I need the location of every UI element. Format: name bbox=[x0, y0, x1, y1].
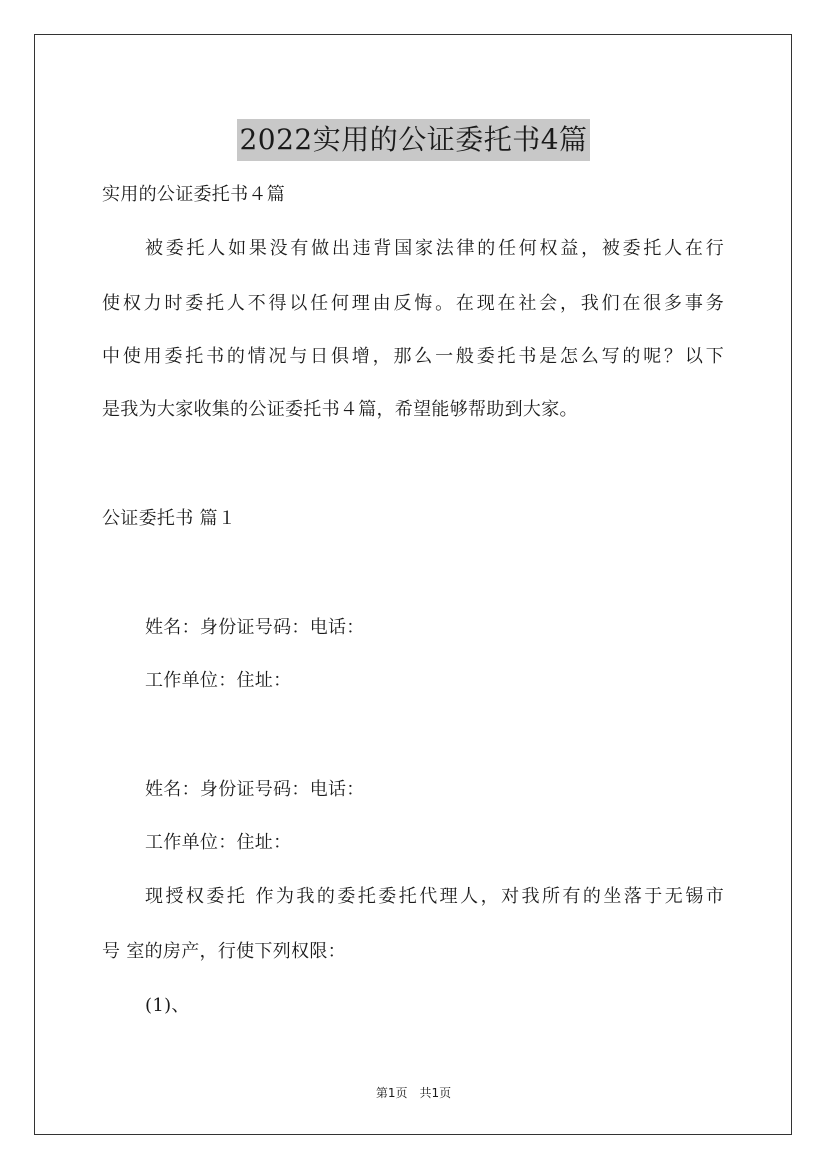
document-subtitle: 实用的公证委托书４篇 bbox=[102, 184, 285, 205]
party2-identity-line: 姓名：身份证号码：电话： bbox=[145, 779, 365, 800]
title-container bbox=[0, 100, 827, 180]
intro-line-3: 中使用委托书的情况与日俱增，那么一般委托书是怎么写的呢？以下 bbox=[102, 346, 724, 367]
document-title: 2022实用的公证委托书4篇 bbox=[237, 119, 589, 161]
page-total-label: 共1页 bbox=[419, 1086, 452, 1100]
authorization-line-2: 号 室的房产，行使下列权限： bbox=[102, 941, 346, 962]
authorization-line-1: 现授权委托 作为我的委托委托代理人，对我所有的坐落于无锡市 bbox=[145, 886, 724, 907]
party1-identity-line: 姓名：身份证号码：电话： bbox=[145, 617, 365, 638]
list-item-1: (1)、 bbox=[145, 995, 190, 1016]
intro-line-4: 是我为大家收集的公证委托书４篇，希望能够帮助到大家。 bbox=[102, 399, 578, 420]
party2-work-line: 工作单位：住址： bbox=[145, 832, 292, 853]
page-footer bbox=[0, 1085, 827, 1101]
section-heading: 公证委托书 篇１ bbox=[102, 508, 237, 529]
page-current-label: 第1页 bbox=[375, 1086, 408, 1100]
party1-work-line: 工作单位：住址： bbox=[145, 670, 292, 691]
intro-line-2: 使权力时委托人不得以任何理由反悔。在现在社会，我们在很多事务 bbox=[102, 293, 724, 314]
intro-line-1: 被委托人如果没有做出违背国家法律的任何权益，被委托人在行 bbox=[145, 238, 724, 259]
